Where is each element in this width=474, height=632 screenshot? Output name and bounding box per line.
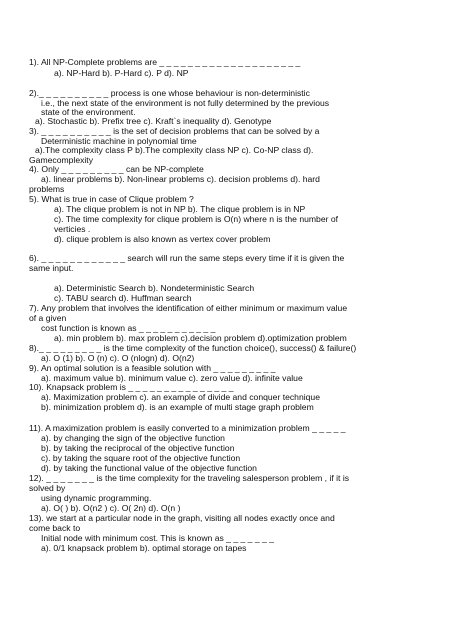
- options-1: a). NP-Hard b). P-Hard c). P d). NP: [54, 68, 189, 78]
- question-4: 4). Only _ _ _ _ _ _ _ _ _ can be NP-complete: [29, 164, 204, 174]
- options-4: a). linear problems b). Non-linear problems c). decision problems d). hard: [41, 174, 320, 184]
- options-4-cont: problems: [29, 184, 65, 194]
- question-11: 11). A maximization problem is easily converted to a minimization problem _ _ _ _ _: [29, 423, 346, 433]
- question-7: 7). Any problem that involves the identification of either minimum or maximum value: [29, 303, 348, 313]
- options-5: a). The clique problem is not in NP b). The clique problem is in NP: [54, 204, 306, 214]
- question-12-cont: solved by: [29, 483, 66, 493]
- options-6: a). Deterministic Search b). Nondeterministic Search: [54, 283, 255, 293]
- question-13-cont: Initial node with minimum cost. This is known as _ _ _ _ _ _ _: [41, 533, 274, 543]
- options-12: a). O( ) b). O(n2 ) c). O( 2n) d). O(n ): [41, 503, 181, 513]
- options-3: a).The complexity class P b).The complexity class NP c). Co-NP class d).: [35, 145, 314, 155]
- question-12-cont: using dynamic programming.: [41, 493, 152, 503]
- question-10: 10). Knapsack problem is _ _ _ _ _ _ _ _ _ _ _ _ _ _ _: [29, 382, 234, 392]
- question-7-cont: of a given: [29, 313, 67, 323]
- options-7: a). min problem b). max problem c).decision problem d).optimization problem: [54, 333, 347, 343]
- question-13-cont: come back to: [29, 523, 81, 533]
- question-2: 2)._ _ _ _ _ _ _ _ _ _ process is one whose behaviour is non-deterministic: [29, 88, 310, 98]
- question-6-cont: same input.: [29, 263, 74, 273]
- options-9: a). maximum value b). minimum value c). zero value d). infinite value: [41, 373, 303, 383]
- question-6: 6). _ _ _ _ _ _ _ _ _ _ _ _ search will run the same steps every time if it is given the: [29, 253, 345, 263]
- options-11-cont: b). by taking the reciprocal of the objective function: [41, 443, 235, 453]
- question-1: 1). All NP-Complete problems are _ _ _ _ _ _ _ _ _ _ _ _ _ _ _ _ _ _ _ _: [29, 57, 301, 67]
- question-2-cont: i.e., the next state of the environment is not fully determined by the previous: [41, 98, 330, 108]
- options-6-cont: c). TABU search d). Huffman search: [54, 293, 192, 303]
- question-8: 8)._ _ _ _ _ _ _ _ _ is the time complexity of the function choice(), success() & failure(): [29, 343, 357, 353]
- question-12: 12). _ _ _ _ _ _ _ is the time complexity for the traveling salesperson problem , if it is: [29, 473, 350, 483]
- question-13: 13). we start at a particular node in the graph, visiting all nodes exactly once and: [29, 513, 335, 523]
- options-10-cont: b). minimization problem d). is an example of multi stage graph problem: [41, 402, 314, 412]
- question-9: 9). An optimal solution is a feasible solution with _ _ _ _ _ _ _ _ _: [29, 363, 276, 373]
- question-5: 5). What is true in case of Clique problem ?: [29, 194, 194, 204]
- question-3-cont: Deterministic machine in polynomial time: [41, 136, 197, 146]
- options-2: a). Stochastic b). Prefix tree c). Kraft`s inequality d). Genotype: [35, 116, 272, 126]
- options-10: a). Maximization problem c). an example of divide and conquer technique: [41, 392, 320, 402]
- options-11-cont: c). by taking the square root of the objective function: [41, 453, 241, 463]
- options-13: a). 0/1 knapsack problem b). optimal storage on tapes: [41, 543, 247, 553]
- options-5-cont: c). The time complexity for clique problem is O(n) where n is the number of: [54, 214, 339, 224]
- options-11-cont: d). by taking the functional value of the objective function: [41, 463, 257, 473]
- options-3-cont: Gamecomplexity: [29, 155, 93, 165]
- question-7-cont: cost function is known as _ _ _ _ _ _ _ _ _ _ _: [41, 323, 216, 333]
- question-2-cont: state of the environment.: [41, 107, 136, 117]
- options-8: a). O (1) b). O (n) c). O (nlogn) d). O(n2): [41, 353, 195, 363]
- options-5-cont: d). clique problem is also known as vertex cover problem: [54, 234, 271, 244]
- options-11: a). by changing the sign of the objective function: [41, 433, 225, 443]
- question-3: 3). _ _ _ _ _ _ _ _ _ _ is the set of decision problems that can be solved by a: [29, 126, 320, 136]
- options-5-cont: verticies .: [54, 224, 91, 234]
